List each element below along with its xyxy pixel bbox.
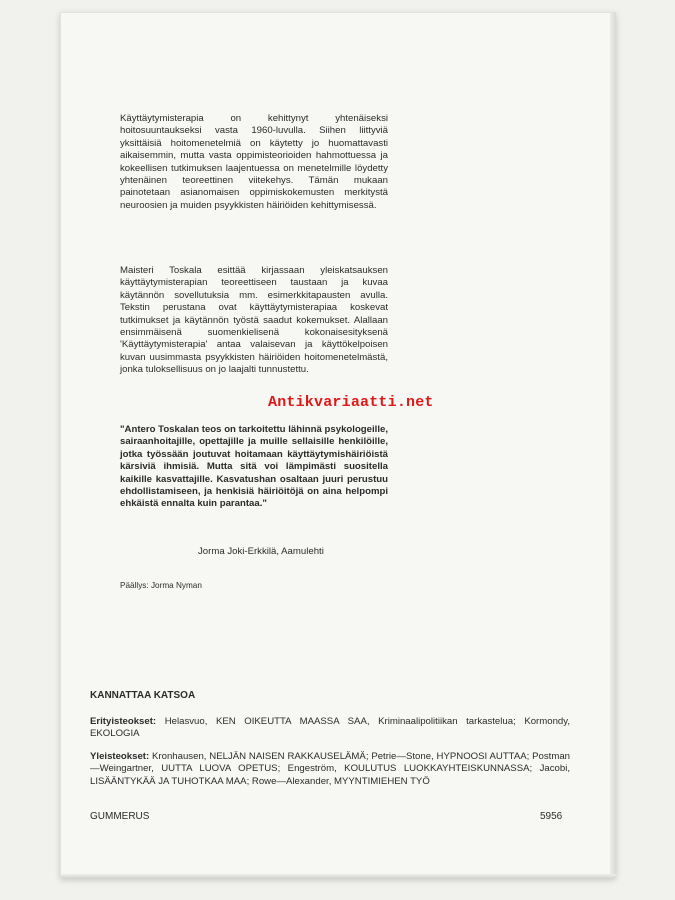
cover-edge-shade xyxy=(610,12,616,878)
description-paragraph-1: Käyttäytymisterapia on kehittynyt yhtenäiseksi hoitosuuntaukseksi vasta 1960-luvulla. Siihen liittyviä yksittäisiä hoitomenetelmiä on käytetty jo huomattavasti aikaisemmin, mutta vasta oppimisteorioiden hahmottuessa ja kokeellisen tutkimuksen laajentuessa on menetelmille löydetty yhtenäinen teoreettinen viitekehys. Tämän mukaan painotetaan asianomaisen oppimiskokemusten merkitystä neuroosien ja muiden psyykkisten häiriöiden kehittymisessä. xyxy=(120,113,388,211)
watermark-text: Antikvariaatti.net xyxy=(268,394,434,411)
publisher-name: GUMMERUS xyxy=(90,811,150,822)
general-works-label: Yleisteokset: xyxy=(90,751,150,762)
cover-bottom-shade xyxy=(60,874,616,878)
review-quote: "Antero Toskalan teos on tarkoitettu lähinnä psykologeille, sairaanhoitajille, opettajille ja muille sellaisille henkilöille, jotka työssään joutuvat hoitamaan käyttäytymishäiriöistä kärsiviä ihmisiä. Mutta sitä voi lämpimästi suositella kaikille kasvattajille. Kasvatushan osaltaan juuri perustuu ehdollistamiseen, ja henkisiä häiriöitöjä on aina helpompi ehkäistä ennalta kuin parantaa." xyxy=(120,424,388,510)
special-works-list xyxy=(90,716,570,741)
quote-attribution: Jorma Joki-Erkkilä, Aamulehti xyxy=(198,546,324,557)
cover-designer-credit: Päällys: Jorma Nyman xyxy=(120,581,202,590)
product-code: 5956 xyxy=(540,811,563,822)
description-paragraph-2: Maisteri Toskala esittää kirjassaan yleiskatsauksen käyttäytymisterapian teoreettiseen taustaan ja kuvaa käytännön sovellutuksia mm. esimerkkitapausten avulla. Tekstin perustana ovat käyttäytymisterapiaa koskevat tutkimukset ja käytännön työstä saadut kokemukset. Alallaan ensimmäisenä suomenkielisenä kokonaisesityksenä 'Käyttäytymisterapia' antaa valaisevan ja käyttökelpoisen kuvan uusimmasta psyykkisten häiriöiden hoitomenetelmästä, jonka tuloksellisuus on jo laajalti tunnustettu. xyxy=(120,265,388,376)
recommend-heading: KANNATTAA KATSOA xyxy=(90,690,196,701)
special-works-text: Helasvuo, KEN OIKEUTTA MAASSA SAA, Kriminaalipolitiikan tarkastelua; Kormondy, EKOLOGIA xyxy=(90,716,570,740)
general-works-list xyxy=(90,751,570,788)
general-works-text: Kronhausen, NELJÄN NAISEN RAKKAUSELÄMÄ; Petrie—Stone, HYPNOOSI AUTTAA; Postman—Weingartner, UUTTA LUOVA OPETUS; Engeström, KOULUTUS LUOKKAYHTEISKUNNASSA; Jacobi, LISÄÄNTYKÄÄ JA TUHOTKAA MAA; Rowe—Alexander, MYYNTIMIEHEN TYÖ xyxy=(90,751,570,787)
special-works-label: Erityisteokset: xyxy=(90,716,157,727)
